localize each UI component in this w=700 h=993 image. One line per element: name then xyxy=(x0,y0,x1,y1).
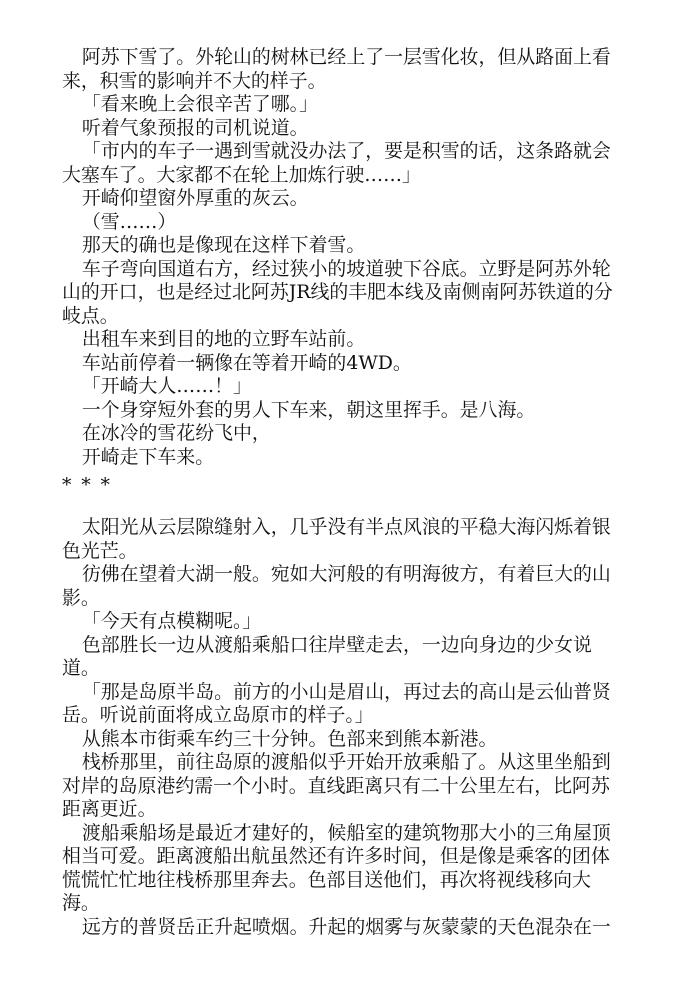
paragraph xyxy=(62,728,662,752)
text-line: 「今天有点模糊呢。」 xyxy=(81,610,262,632)
text-line: 色光芒。 xyxy=(62,539,138,562)
text-line: 那天的确也是像现在这样下着雪。 xyxy=(81,234,366,256)
paragraph xyxy=(62,328,662,352)
paragraph xyxy=(62,258,662,329)
text-line: 「开崎大人……！」 xyxy=(81,375,252,397)
paragraph xyxy=(62,446,662,470)
text-line: 远方的普贤岳正升起喷烟。升起的烟雾与灰蒙蒙的天色混杂在一 xyxy=(81,915,611,938)
paragraph xyxy=(62,46,662,93)
text-line: 阿苏下雪了。外轮山的树林已经上了一层雪化妆，但从路面上看 xyxy=(81,46,611,68)
paragraph xyxy=(62,187,662,211)
text-line: 色部胜长一边从渡船乘船口往岸壁走去，一边向身边的少女说 xyxy=(81,633,592,656)
text-line: 岳。听说前面将成立岛原市的样子。」 xyxy=(62,704,374,726)
paragraph xyxy=(62,681,662,728)
text-line: 「看来晚上会很辛苦了哪。」 xyxy=(81,93,318,115)
text-line: 山的开口，也是经过北阿苏JR线的丰肥本线及南侧南阿苏铁道的分 xyxy=(62,281,613,303)
paragraph xyxy=(62,211,662,235)
text-line: 距离更近。 xyxy=(62,798,157,820)
text-line: 海。 xyxy=(62,892,100,914)
paragraph xyxy=(62,422,662,446)
text-line: 慌慌忙忙地往栈桥那里奔去。色部目送他们，再次将视线移向大 xyxy=(62,868,591,891)
paragraph xyxy=(62,634,662,681)
text-line: 在冰冷的雪花纷飞中， xyxy=(81,422,271,444)
paragraph xyxy=(62,563,662,610)
paragraph xyxy=(62,916,662,940)
paragraph xyxy=(62,751,662,822)
text-line: 对岸的岛原港约需一个小时。直线距离只有二十公里左右，比阿苏 xyxy=(62,774,610,797)
text-line: 影。 xyxy=(62,586,100,609)
text-line: 太阳光从云层隙缝射入，几乎没有半点风浪的平稳大海闪烁着银 xyxy=(81,516,611,538)
text-line: 开崎走下车来。 xyxy=(81,445,215,468)
text-line: 彷佛在望着大湖一般。宛如大河般的有明海彼方，有着巨大的山 xyxy=(81,563,611,585)
text-line: 车子弯向国道右方，经过狭小的坡道驶下谷底。立野是阿苏外轮 xyxy=(81,257,611,280)
paragraph xyxy=(62,375,662,399)
text-line: 道。 xyxy=(62,657,100,679)
body-text xyxy=(62,46,662,939)
paragraph xyxy=(62,516,662,563)
text-line: 出租车来到目的地的立野车站前。 xyxy=(81,328,366,350)
paragraph xyxy=(62,822,662,916)
text-line: （雪……） xyxy=(81,210,177,233)
text-line: 从熊本市街乘车约三十分钟。色部来到熊本新港。 xyxy=(81,727,498,750)
paragraph xyxy=(62,117,662,141)
section-separator: * * * xyxy=(62,474,112,496)
text-line: 「市内的车子一遇到雪就没办法了，要是积雪的话，这条路就会 xyxy=(81,140,611,162)
text-line: 大塞车了。大家都不在轮上加炼行驶……」 xyxy=(62,163,421,186)
paragraph xyxy=(62,234,662,258)
text-line: 「那是岛原半岛。前方的小山是眉山，再过去的高山是云仙普贤 xyxy=(81,680,611,703)
paragraph xyxy=(62,93,662,117)
text-line: 开崎仰望窗外厚重的灰云。 xyxy=(81,187,309,209)
text-line: 来，积雪的影响并不大的样子。 xyxy=(62,69,327,92)
text-line: 车站前停着一辆像在等着开崎的4WD。 xyxy=(81,351,412,374)
text-line: 相当可爱。距离渡船出航虽然还有许多时间，但是像是乘客的团体 xyxy=(62,845,610,867)
text-line: 栈桥那里，前往岛原的渡船似乎开始开放乘船了。从这里坐船到 xyxy=(81,751,611,773)
paragraph xyxy=(62,140,662,187)
text-line: 听着气象预报的司机说道。 xyxy=(81,116,309,139)
paragraph xyxy=(62,399,662,423)
text-line: 岐点。 xyxy=(62,304,119,327)
paragraph xyxy=(62,352,662,376)
paragraph xyxy=(62,610,662,634)
text-line: 渡船乘船场是最近才建好的，候船室的建筑物那大小的三角屋顶 xyxy=(81,821,611,844)
text-line: 一个身穿短外套的男人下车来，朝这里挥手。是八海。 xyxy=(81,398,536,421)
